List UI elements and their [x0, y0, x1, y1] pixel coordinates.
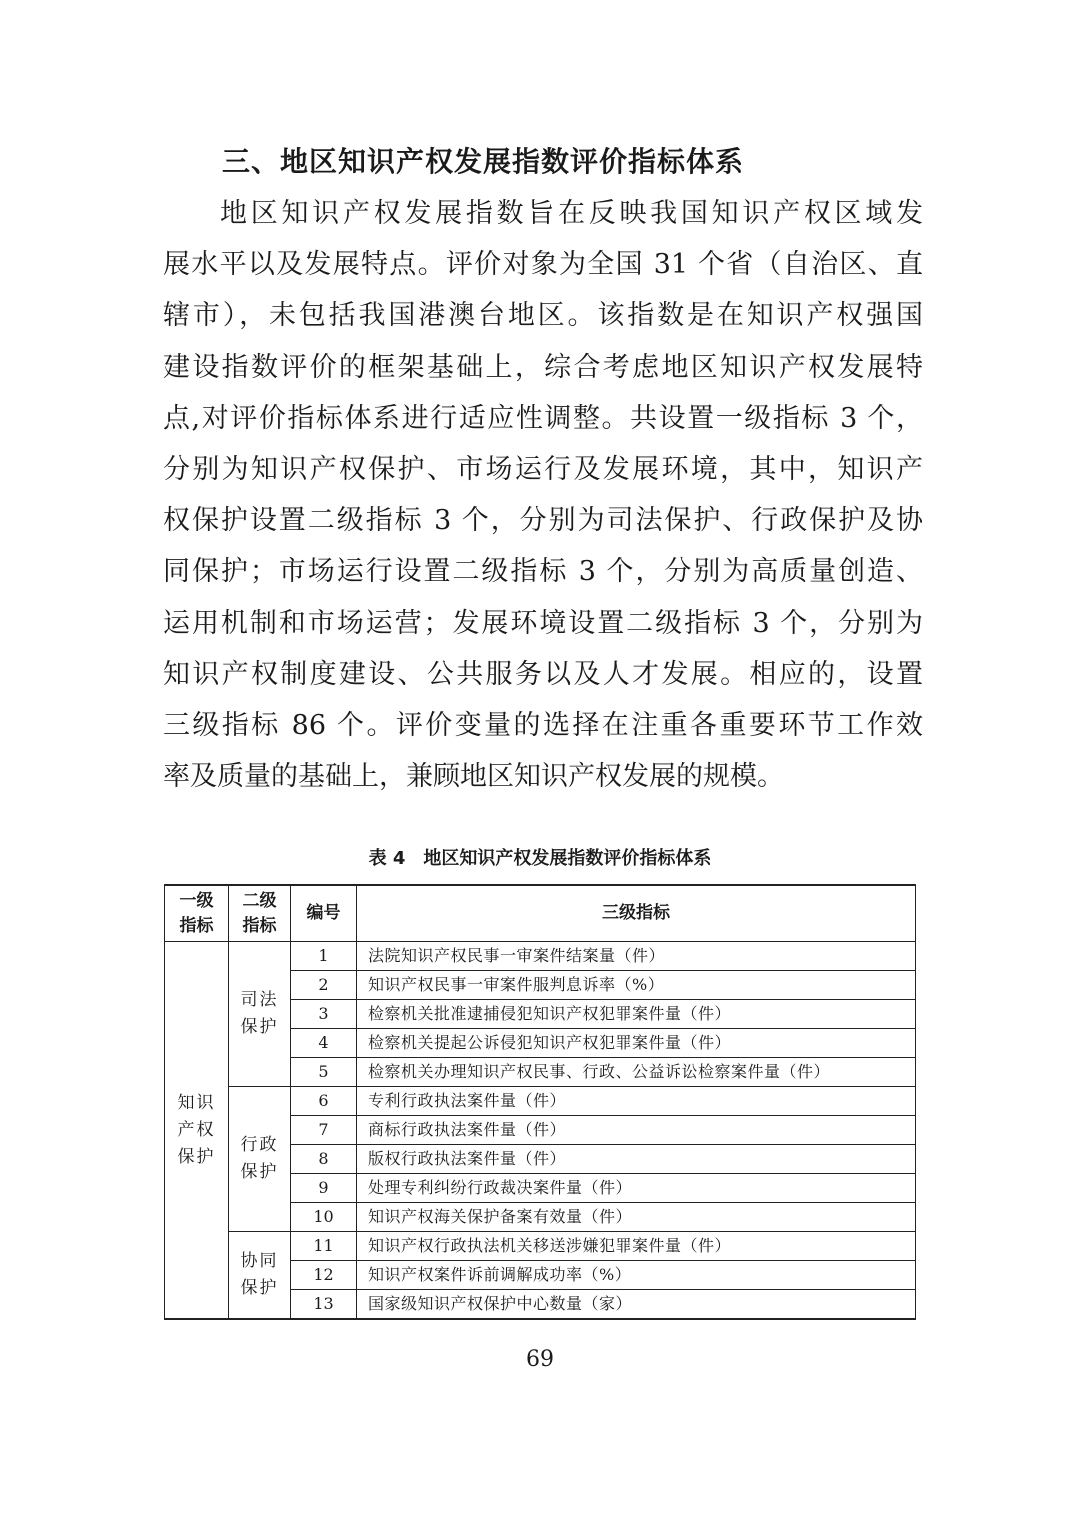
- level3-indicator: 处理专利纠纷行政裁决案件量（件）: [357, 1174, 916, 1203]
- row-number: 4: [291, 1029, 357, 1058]
- level3-indicator: 知识产权海关保护备案有效量（件）: [357, 1203, 916, 1232]
- row-number: 6: [291, 1087, 357, 1116]
- paragraph-line: 率及质量的基础上，兼顾地区知识产权发展的规模。: [163, 761, 784, 793]
- paragraph-line: 建设指数评价的框架基础上，综合考虑地区知识产权发展特: [163, 351, 923, 383]
- paragraph-line: 辖市），未包括我国港澳台地区。该指数是在知识产权强国: [163, 300, 923, 332]
- row-number: 7: [291, 1116, 357, 1145]
- table-row: [165, 1087, 916, 1116]
- paragraph-line: 同保护；市场运行设置二级指标 3 个，分别为高质量创造、: [163, 556, 923, 588]
- table-caption: [0, 844, 1080, 870]
- table-row: [165, 942, 916, 971]
- row-number: 9: [291, 1174, 357, 1203]
- header-number: 编号: [291, 885, 357, 942]
- level3-indicator: 检察机关批准逮捕侵犯知识产权犯罪案件量（件）: [357, 1000, 916, 1029]
- section-heading: 三、地区知识产权发展指数评价指标体系: [222, 145, 745, 178]
- row-number: 13: [291, 1290, 357, 1320]
- paragraph-line: 运用机制和市场运营；发展环境设置二级指标 3 个，分别为: [163, 607, 923, 639]
- paragraph-line: 权保护设置二级指标 3 个，分别为司法保护、行政保护及协: [163, 505, 923, 537]
- level3-indicator: 知识产权民事一审案件服判息诉率（%）: [357, 971, 916, 1000]
- level3-indicator: 法院知识产权民事一审案件结案量（件）: [357, 942, 916, 971]
- paragraph-line: 地区知识产权发展指数旨在反映我国知识产权区域发: [220, 198, 923, 229]
- level3-indicator: 版权行政执法案件量（件）: [357, 1145, 916, 1174]
- page-number: 69: [526, 1347, 554, 1372]
- level3-indicator: 国家级知识产权保护中心数量（家）: [357, 1290, 916, 1320]
- level1-cell: 知识 产权 保护: [165, 942, 229, 1320]
- table-row: [165, 1232, 916, 1261]
- row-number: 3: [291, 1000, 357, 1029]
- row-number: 10: [291, 1203, 357, 1232]
- header-level1: 一级 指标: [165, 885, 229, 942]
- level3-indicator: 知识产权行政执法机关移送涉嫌犯罪案件量（件）: [357, 1232, 916, 1261]
- level2-cell-administrative: 行政 保护: [229, 1087, 291, 1232]
- paragraph-line: 分别为知识产权保护、市场运行及发展环境，其中，知识产: [163, 454, 923, 486]
- row-number: 12: [291, 1261, 357, 1290]
- level3-indicator: 检察机关提起公诉侵犯知识产权犯罪案件量（件）: [357, 1029, 916, 1058]
- paragraph-line: 展水平以及发展特点。评价对象为全国 31 个省（自治区、直: [163, 249, 923, 281]
- table-caption-title: 地区知识产权发展指数评价指标体系: [423, 848, 712, 869]
- row-number: 5: [291, 1058, 357, 1087]
- paragraph-line: 点,对评价指标体系进行适应性调整。共设置一级指标 3 个，: [163, 402, 923, 434]
- row-number: 11: [291, 1232, 357, 1261]
- header-level2: 二级 指标: [229, 885, 291, 942]
- row-number: 8: [291, 1145, 357, 1174]
- level3-indicator: 商标行政执法案件量（件）: [357, 1116, 916, 1145]
- indicator-table: [164, 884, 916, 1320]
- table-header-row: [165, 885, 916, 942]
- paragraph-line: 三级指标 86 个。评价变量的选择在注重各重要环节工作效: [163, 710, 923, 742]
- level3-indicator: 知识产权案件诉前调解成功率（%）: [357, 1261, 916, 1290]
- row-number: 2: [291, 971, 357, 1000]
- body-paragraph: [163, 188, 923, 802]
- table-caption-number: 表 4: [368, 848, 406, 869]
- row-number: 1: [291, 942, 357, 971]
- level3-indicator: 检察机关办理知识产权民事、行政、公益诉讼检察案件量（件）: [357, 1058, 916, 1087]
- header-level3: 三级指标: [357, 885, 916, 942]
- paragraph-line: 知识产权制度建设、公共服务以及人才发展。相应的，设置: [163, 658, 923, 690]
- level3-indicator: 专利行政执法案件量（件）: [357, 1087, 916, 1116]
- level2-cell-collaborative: 协同 保护: [229, 1232, 291, 1320]
- level2-cell-judicial: 司法 保护: [229, 942, 291, 1087]
